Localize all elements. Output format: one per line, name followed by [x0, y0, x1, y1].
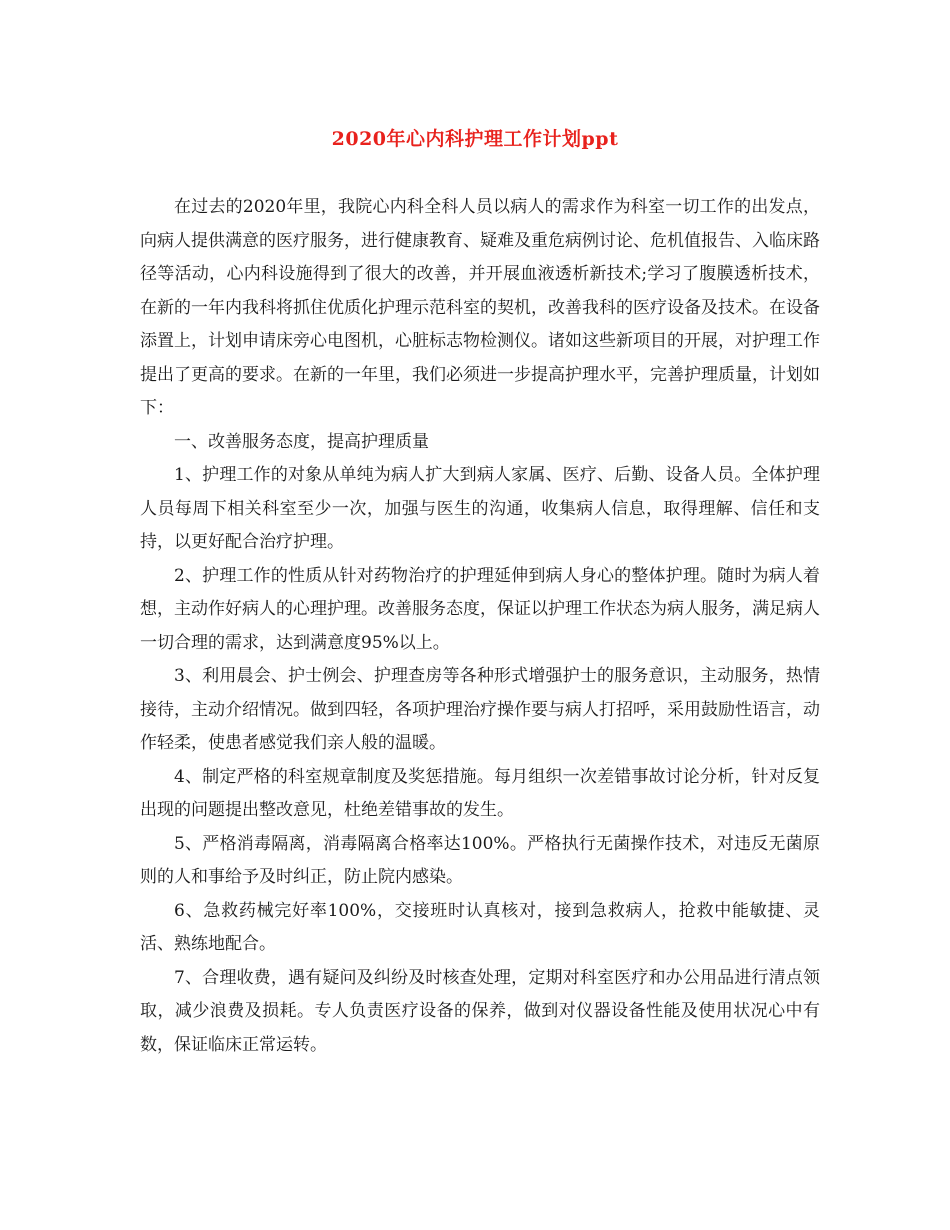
- document-title: 2020年心内科护理工作计划ppt: [331, 128, 619, 150]
- paragraph-item-4: 4、制定严格的科室规章制度及奖惩措施。每月组织一次差错事故讨论分析，针对反复出现的问题提出整改意见，杜绝差错事故的发生。: [140, 766, 820, 820]
- paragraph-item-3: 3、利用晨会、护士例会、护理查房等各种形式增强护士的服务意识，主动服务，热情接待，主动介绍情况。做到四轻，各项护理治疗操作要与病人打招呼，采用鼓励性语言，动作轻柔，使患者感觉我们亲人般的温暖。: [140, 666, 820, 753]
- document-body: [140, 191, 820, 1062]
- paragraph-item-5: 5、严格消毒隔离，消毒隔离合格率达100%。严格执行无菌操作技术，对违反无菌原则的人和事给予及时纠正，防止院内感染。: [140, 833, 820, 887]
- paragraph-item-6: 6、急救药械完好率100%，交接班时认真核对，接到急救病人，抢救中能敏捷、灵活、熟练地配合。: [140, 900, 820, 954]
- paragraph-item-2: 2、护理工作的性质从针对药物治疗的护理延伸到病人身心的整体护理。随时为病人着想，主动作好病人的心理护理。改善服务态度，保证以护理工作状态为病人服务，满足病人一切合理的需求，达到满意度95%以上。: [140, 565, 820, 653]
- paragraph-item-1: 1、护理工作的对象从单纯为病人扩大到病人家属、医疗、后勤、设备人员。全体护理人员每周下相关科室至少一次，加强与医生的沟通，收集病人信息，取得理解、信任和支持，以更好配合治疗护理。: [140, 465, 820, 552]
- section-heading: 一、改善服务态度，提高护理质量: [174, 431, 429, 452]
- paragraph-item-7: 7、合理收费，遇有疑问及纠纷及时核查处理，定期对科室医疗和办公用品进行清点领取，减少浪费及损耗。专人负责医疗设备的保养，做到对仪器设备性能及使用状况心中有数，保证临床正常运转。: [140, 967, 820, 1055]
- paragraph-intro: 在过去的2020年里，我院心内科全科人员以病人的需求作为科室一切工作的出发点，向病人提供满意的医疗服务，进行健康教育、疑难及重危病例讨论、危机值报告、入临床路径等活动，心内科设施得到了很大的改善，并开展血液透析新技术;学习了腹膜透析技术，在新的一年内我科将抓住优质化护理示范科室的契机，改善我科的医疗设备及技术。在设备添置上，计划申请床旁心电图机，心脏标志物检测仪。诸如这些新项目的开展，对护理工作提出了更高的要求。在新的一年里，我们必须进一步提高护理水平，完善护理质量，计划如下：: [140, 197, 820, 418]
